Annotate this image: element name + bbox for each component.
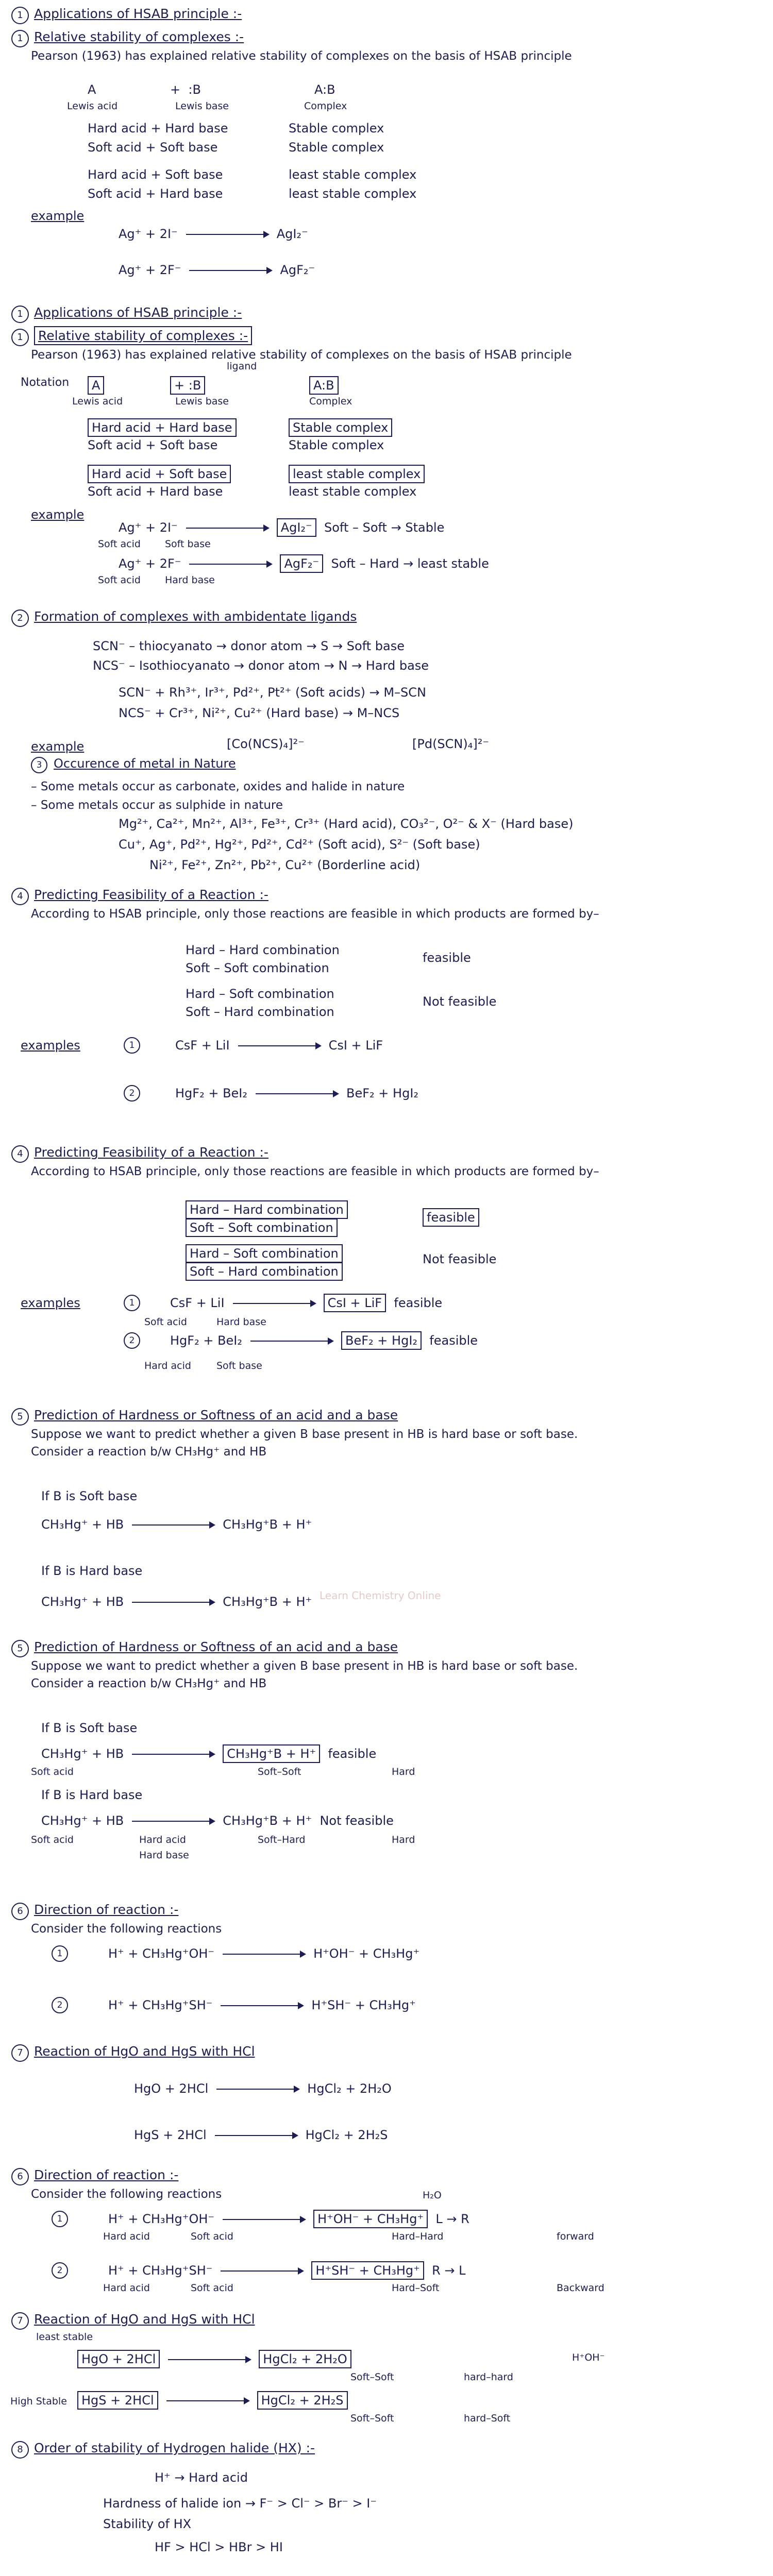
section-5-annotated: 5 Prediction of Hardness or Softness of an acid and a base Suppose we want to predict whether a given B base present in HB is hard base or soft base. Consider a reaction b/w CH₃Hg⁺ and HB If B is Soft base CH₃Hg⁺ + HB CH₃Hg⁺B + H⁺ feasible Soft acid Soft–Soft Hard If B is Hard base CH₃Hg⁺ + HB CH₃Hg⁺B + H⁺ Not feasible Soft acid Hard acid Soft–Hard Hard Hard base	[0, 1638, 773, 1692]
section-2: 2 Formation of complexes with ambidentate ligands SCN⁻ – thiocyanato → donor atom → S → Soft base NCS⁻ – Isothiocyanato → donor atom → N → Hard base SCN⁻ + Rh³⁺, Ir³⁺, Pd²⁺, Pt²⁺ (Soft acids) → M–SCN NCS⁻ + Cr³⁺, Ni²⁺, Cu²⁺ (Hard base) → M–NCS example [Co(NCS)₄]²⁻ [Pd(SCN)₄]²⁻ 3 Occurence of metal in Nature – Some metals occur as carbonate, oxides and halide in nature – Some metals occur as sulphide in nature Mg²⁺, Ca²⁺, Mn²⁺, Al³⁺, Fe³⁺, Cr³⁺ (Hard acid), CO₃²⁻, O²⁻ & X⁻ (Hard base) Cu⁺, Ag⁺, Pd²⁺, Hg²⁺, Pd²⁺, Cd²⁺ (Soft acid), S²⁻ (Soft base) Ni²⁺, Fe²⁺, Zn²⁺, Pb²⁺, Cu²⁺ (Borderline acid)	[0, 608, 773, 627]
section-7: 7 Reaction of HgO and HgS with HCl HgO + 2HCl HgCl₂ + 2H₂O HgS + 2HCl HgCl₂ + 2H₂S	[0, 2043, 773, 2062]
section-8: 8 Order of stability of Hydrogen halide (HX) :- H⁺ → Hard acid Hardness of halide ion → F⁻ > Cl⁻ > Br⁻ > I⁻ Stability of HX HF > HCl > HBr > HI	[0, 2439, 773, 2459]
section-7-annotated: 7 Reaction of HgO and HgS with HCl least stable HgO + 2HCl HgCl₂ + 2H₂O H⁺OH⁻ Soft–Soft hard–hard High Stable HgS + 2HCl HgCl₂ + 2H₂S Soft–Soft hard–Soft	[10, 2312, 605, 2424]
section-4: 4 Predicting Feasibility of a Reaction :- According to HSAB principle, only those reactions are feasible in which products are formed by– Hard – Hard combination Soft – Soft combination feasible Hard – Soft combination Soft – Hard combination Not feasible examples 1 CsF + LiI CsI + LiF 2 HgF₂ + BeI₂ BeF₂ + HgI₂	[0, 886, 773, 923]
section-6-annotated: 6 Direction of reaction :- Consider the following reactions H₂O 1 H⁺ + CH₃Hg⁺OH⁻ H⁺OH⁻ + CH₃Hg⁺ L → R Hard acid Soft acid Hard–Hard forward 2 H⁺ + CH₃Hg⁺SH⁻ H⁺SH⁻ + CH₃Hg⁺ R → L Hard acid Soft acid Hard–Soft Backward	[0, 2166, 773, 2203]
section-1: 1 Applications of HSAB principle :- 1 Relative stability of complexes :- Pearson (1963) has explained relative stability of complexes on the basis of HSAB principle A + :B A:B Lewis acid Lewis base Complex Hard acid + Hard base Stable complex Soft acid + Soft base Stable complex Hard acid + Soft base least stable complex Soft acid + Hard base least stable complex example Ag⁺ + 2I⁻ AgI₂⁻ Ag⁺ + 2F⁻ AgF₂⁻	[0, 5, 773, 65]
notation-label: Notation	[21, 376, 70, 389]
section-1-annotated: 1 Applications of HSAB principle :- 1 Relative stability of complexes :- Pearson (1963) has explained relative stability of complexes on the basis of HSAB principle Notation ligand A + :B A:B Lewis acid Lewis base Complex Hard acid + Hard base Stable complex Soft acid + Soft base Stable complex Hard acid + Soft base least stable complex Soft acid + Hard base least stable complex example Ag⁺ + 2I⁻ AgI₂⁻ Soft – Soft → Stable Soft acid Soft base Ag⁺ + 2F⁻ AgF₂⁻ Soft – Hard → least stable Soft acid Hard base	[0, 304, 773, 364]
paragraph: Pearson (1963) has explained relative stability of complexes on the basis of HSAB principle	[31, 49, 572, 63]
watermark: Learn Chemistry Online	[320, 1589, 441, 1602]
section-6: 6 Direction of reaction :- Consider the following reactions 1 H⁺ + CH₃Hg⁺OH⁻ H⁺OH⁻ + CH₃Hg⁺ 2 H⁺ + CH₃Hg⁺SH⁻ H⁺SH⁻ + CH₃Hg⁺	[0, 1901, 773, 1938]
section-5: 5 Prediction of Hardness or Softness of an acid and a base Suppose we want to predict whether a given B base present in HB is hard base or soft base. Consider a reaction b/w CH₃Hg⁺ and HB If B is Soft base CH₃Hg⁺ + HB CH₃Hg⁺B + H⁺ If B is Hard base CH₃Hg⁺ + HB CH₃Hg⁺B + H⁺	[0, 1406, 773, 1461]
section-heading: 1 Applications of HSAB principle :-	[11, 5, 773, 24]
subheading: Relative stability of complexes :-	[34, 29, 244, 44]
section-4-annotated: 4 Predicting Feasibility of a Reaction :- According to HSAB principle, only those reactions are feasible in which products are formed by– Hard – Hard combination Soft – Soft combination feasible Hard – Soft combination Soft – Hard combination Not feasible examples 1 CsF + LiI CsI + LiF feasible Soft acid Hard base 2 HgF₂ + BeI₂ BeF₂ + HgI₂ feasible Hard acid Soft base	[0, 1144, 773, 1180]
